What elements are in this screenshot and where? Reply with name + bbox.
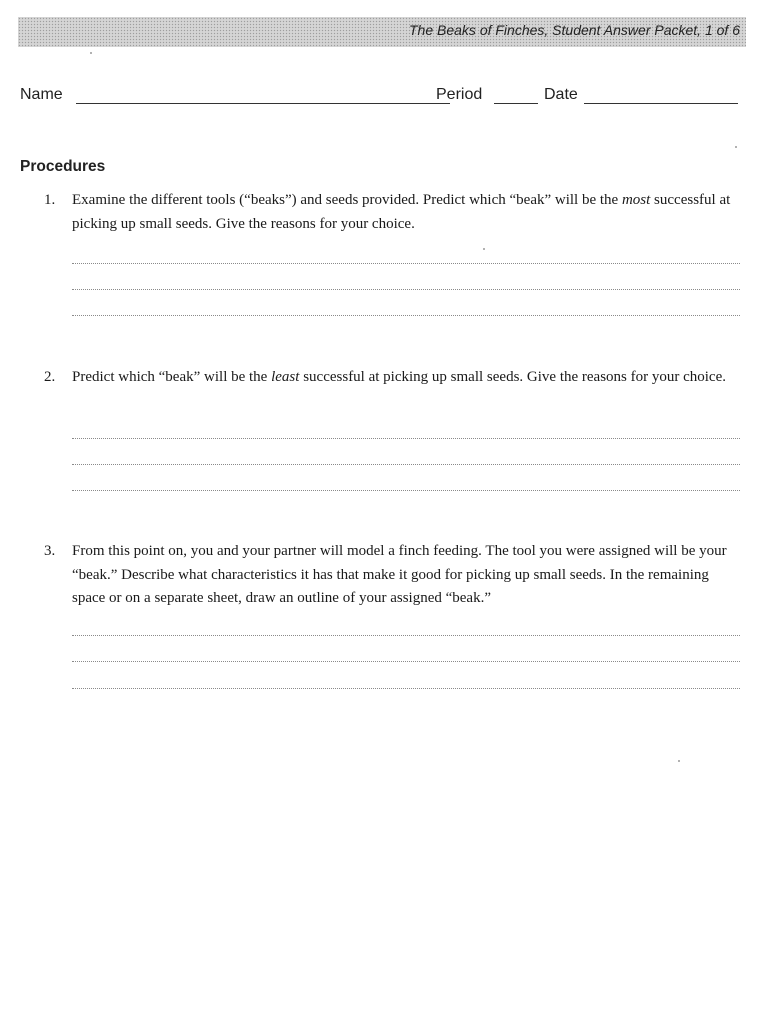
- scan-speck: [483, 248, 485, 250]
- answer-line[interactable]: [72, 490, 740, 491]
- name-field[interactable]: [76, 103, 450, 104]
- question-number: 1.: [44, 192, 56, 208]
- answer-line[interactable]: [72, 438, 740, 439]
- period-label: Period: [436, 86, 483, 103]
- scan-speck: [90, 52, 92, 54]
- date-label: Date: [544, 86, 578, 103]
- question-text: Predict which “beak” will be the least successful at picking up small seeds. Give the reasons for your choice.: [72, 369, 727, 385]
- question-1: [44, 189, 744, 236]
- date-field[interactable]: [584, 103, 738, 104]
- answer-line[interactable]: [72, 688, 740, 689]
- question-emphasis: most: [621, 192, 651, 208]
- page-header-band: [18, 17, 746, 47]
- section-title: Procedures: [20, 158, 106, 175]
- page-header-title: The Beaks of Finches, Student Answer Packet, 1 of 6: [409, 22, 740, 38]
- answer-line[interactable]: [72, 635, 740, 636]
- answer-line[interactable]: [72, 263, 740, 264]
- answer-line[interactable]: [72, 289, 740, 290]
- question-2: [44, 366, 744, 390]
- question-emphasis: least: [271, 369, 300, 385]
- answer-line[interactable]: [72, 464, 740, 465]
- question-text: Examine the different tools (“beaks”) and seeds provided. Predict which “beak” will be the most successful at picking up small seeds. Give the reasons for your choice.: [72, 192, 731, 232]
- name-label: Name: [20, 86, 63, 103]
- answer-line[interactable]: [72, 661, 740, 662]
- question-number: 3.: [44, 543, 56, 559]
- question-text: From this point on, you and your partner will model a finch feeding. The tool you were assigned will be your “beak.” Describe what characteristics it has that make it good for picking up small seeds. In the remaining space or on a separate sheet, draw an outline of your assigned “beak.”: [72, 543, 727, 606]
- period-field[interactable]: [494, 103, 538, 104]
- student-info-row: [20, 86, 740, 110]
- answer-line[interactable]: [72, 315, 740, 316]
- question-3: [44, 540, 744, 611]
- scan-speck: [735, 146, 737, 148]
- question-number: 2.: [44, 369, 56, 385]
- scan-speck: [678, 760, 680, 762]
